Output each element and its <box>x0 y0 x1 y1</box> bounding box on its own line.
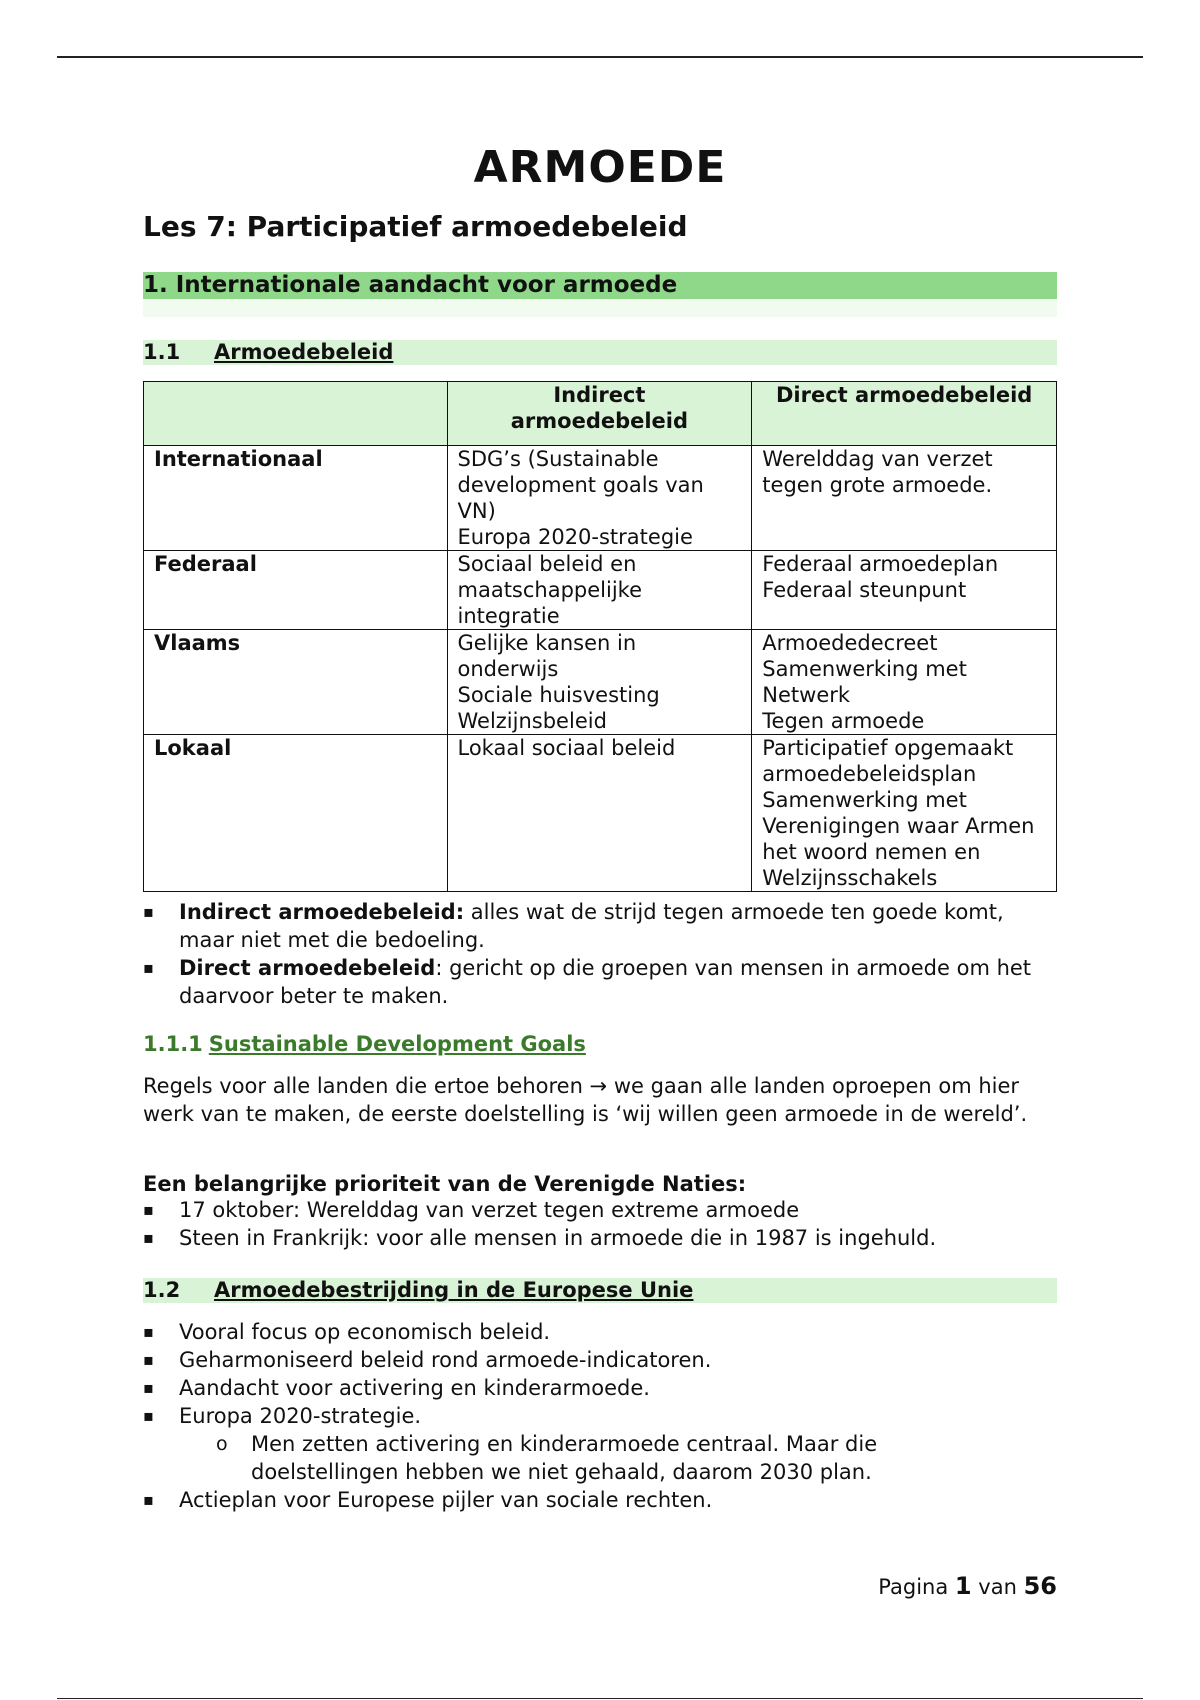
bottom-rule <box>57 1698 1143 1699</box>
top-rule <box>57 56 1143 58</box>
cell-line: Armoededecreet <box>762 631 938 655</box>
cell-line: Samenwerking met Netwerk <box>762 657 967 707</box>
section-number: 1.1 <box>143 340 181 364</box>
cell-line: Sociale huisvesting <box>457 683 660 707</box>
section-number: 1.1.1 <box>143 1032 203 1056</box>
indirect-cell <box>447 735 752 892</box>
direct-cell <box>752 630 1057 735</box>
footer-middle: van <box>978 1575 1017 1599</box>
cell-line: Welzijnsbeleid <box>457 709 607 733</box>
list-item: ▪ Geharmoniseerd beleid rond armoede-indicatoren. <box>143 1346 1057 1374</box>
policy-table <box>143 381 1057 892</box>
page-footer <box>878 1572 1057 1600</box>
table-row <box>144 551 1057 630</box>
lesson-subtitle: Les 7: Participatief armoedebeleid <box>143 210 688 243</box>
indirect-cell <box>447 630 752 735</box>
cell-line: Sociaal beleid en maatschappelijke integratie <box>457 552 643 628</box>
section-title: Sustainable Development Goals <box>208 1032 586 1056</box>
priority-heading: Een belangrijke prioriteit van de Verenigde Naties: <box>143 1172 747 1196</box>
section-heading-1-1-1 <box>143 1032 586 1056</box>
indirect-cell <box>447 551 752 630</box>
footer-page-number: 1 <box>954 1572 972 1600</box>
row-label: Lokaal <box>144 735 448 892</box>
document-title: ARMOEDE <box>473 142 727 193</box>
cell-line: Federaal steunpunt <box>762 578 967 602</box>
row-label: Vlaams <box>144 630 448 735</box>
section-heading-1: 1. Internationale aandacht voor armoede <box>143 272 1057 299</box>
cell-line: SDG’s (Sustainable development goals van VN) <box>457 447 704 523</box>
table-header-direct: Direct armoedebeleid <box>752 382 1057 446</box>
definition-list <box>143 898 1057 1010</box>
definition-text: : gericht op die groepen van mensen in armoede om het daarvoor beter te maken. <box>179 956 1032 1008</box>
list-item: ▪ Actieplan voor Europese pijler van sociale rechten. <box>143 1486 1057 1514</box>
list-item: ▪ Steen in Frankrijk: voor alle mensen in armoede die in 1987 is ingehuld. <box>143 1224 1057 1252</box>
priority-list <box>143 1196 1057 1252</box>
table-header-empty <box>144 382 448 446</box>
footer-prefix: Pagina <box>878 1575 949 1599</box>
cell-line: Gelijke kansen in onderwijs <box>457 631 637 681</box>
section-heading-1-1 <box>143 340 1057 365</box>
list-item <box>143 954 1057 1010</box>
cell-line: Participatief opgemaakt armoedebeleidsplan <box>762 736 1014 786</box>
indirect-cell <box>447 446 752 551</box>
list-item: ▪ Europa 2020-strategie. <box>143 1402 1057 1430</box>
footer-total-pages: 56 <box>1023 1572 1057 1600</box>
list-item: ▪ Aandacht voor activering en kinderarmoede. <box>143 1374 1057 1402</box>
sdg-paragraph: Regels voor alle landen die ertoe behoren → we gaan alle landen oproepen om hier werk van te maken, de eerste doelstelling is ‘wij willen geen armoede in de wereld’. <box>143 1074 1028 1126</box>
direct-cell <box>752 551 1057 630</box>
cell-line: Lokaal sociaal beleid <box>457 736 676 760</box>
direct-cell <box>752 446 1057 551</box>
cell-line: Federaal armoedeplan <box>762 552 999 576</box>
section-heading-1-2 <box>143 1278 1057 1303</box>
eu-list <box>143 1318 1057 1514</box>
definition-term: Direct armoedebeleid <box>179 956 436 980</box>
row-label: Federaal <box>144 551 448 630</box>
section-title: Armoedebeleid <box>214 340 394 364</box>
cell-line: Samenwerking met Verenigingen waar Armen het woord nemen en Welzijnsschakels <box>762 788 1035 890</box>
table-row <box>144 446 1057 551</box>
cell-line: Europa 2020-strategie <box>457 525 693 549</box>
table-header-indirect: Indirect armoedebeleid <box>447 382 752 446</box>
definition-text: alles wat de strijd tegen armoede ten goede komt, maar niet met die bedoeling. <box>179 900 1004 952</box>
cell-line: Tegen armoede <box>762 709 925 733</box>
section-number: 1.2 <box>143 1278 181 1302</box>
definition-term: Indirect armoedebeleid: <box>179 900 465 924</box>
section-title: Armoedebestrijding in de Europese Unie <box>214 1278 694 1302</box>
list-item <box>143 898 1057 954</box>
list-item: ▪ 17 oktober: Werelddag van verzet tegen extreme armoede <box>143 1196 1057 1224</box>
table-row <box>144 630 1057 735</box>
table-row <box>144 735 1057 892</box>
list-item: ▪ Vooral focus op economisch beleid. <box>143 1318 1057 1346</box>
cell-line: Werelddag van verzet tegen grote armoede. <box>762 447 993 497</box>
table-header-row <box>144 382 1057 446</box>
section-heading-shade <box>143 299 1057 317</box>
row-label: Internationaal <box>144 446 448 551</box>
direct-cell <box>752 735 1057 892</box>
sub-list-item: o Men zetten activering en kinderarmoede centraal. Maar die doelstellingen hebben we niet gehaald, daarom 2030 plan. <box>143 1430 1057 1486</box>
